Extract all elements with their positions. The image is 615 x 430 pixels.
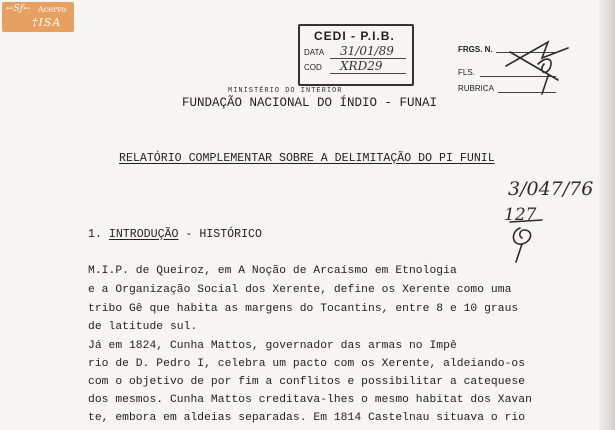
- frgs-label: FRGS. N.: [458, 45, 493, 54]
- body-line: M.I.P. de Queiroz, em A Noção de Arcaísmo em Etnologia: [88, 265, 457, 277]
- logo-text-3: †ISA: [32, 16, 62, 29]
- fls-label: FLS.: [458, 68, 475, 77]
- ministry-heading: MINISTÉRIO DO INTERIOR: [228, 87, 343, 95]
- body-line: rio de D. Pedro I, celebra um pacto com os Xerente, aldeiando-os: [88, 358, 526, 370]
- rubrica-signature-icon: [498, 36, 578, 96]
- section-title-rest: - HISTÓRICO: [178, 228, 262, 241]
- body-line: dos mesmos. Cunha Mattos creditava-lhes o mesmo habitat dos Xavan: [88, 394, 532, 406]
- body-line: te, embora em aldeias separadas. Em 1814 Castelnau situava o rio: [88, 412, 526, 424]
- cedi-stamp: [298, 24, 414, 86]
- section-number: 1.: [88, 228, 102, 241]
- stamp-cod-value: XRD29: [340, 59, 383, 73]
- body-line: e a Organização Social dos Xerente, define os Xerente como uma: [88, 284, 512, 296]
- handwritten-process-number: 3/047/76: [508, 178, 594, 200]
- body-line: com o objetivo de por fim a conflitos e possibilitar a catequese: [88, 376, 526, 388]
- stamp-cod-label: COD: [304, 63, 322, 72]
- stamp-title: CEDI - P.I.B.: [314, 29, 395, 43]
- acervo-isa-logo: [2, 2, 74, 32]
- section-title-underlined: INTRODUÇÃO: [108, 228, 179, 241]
- logo-text-1: ←Sƒ←: [6, 4, 31, 14]
- stamp-date-label: DATA: [304, 48, 325, 57]
- section-heading: [88, 228, 262, 241]
- foundation-heading: FUNDAÇÃO NACIONAL DO ÍNDIO - FUNAI: [182, 96, 438, 110]
- scan-edge-shadow: [597, 0, 615, 430]
- body-line: Já em 1824, Cunha Mattos, governador das armas no Impê: [88, 340, 457, 352]
- stamp-cod-line: [330, 73, 406, 74]
- body-line: de latitude sul.: [88, 321, 198, 333]
- initials-signature-icon: [500, 214, 550, 264]
- rubrica-label: RUBRICA: [458, 84, 495, 93]
- logo-text-2: Acervo: [38, 5, 67, 14]
- body-line: tribo Gê que habita as margens do Tocantins, entre 8 e 10 graus: [88, 303, 519, 315]
- report-title: RELATÓRIO COMPLEMENTAR SOBRE A DELIMITAÇÃO DO PI FUNIL: [119, 152, 495, 165]
- handwritten-page-number: 127: [504, 205, 537, 225]
- stamp-date-value: 31/01/89: [340, 44, 394, 58]
